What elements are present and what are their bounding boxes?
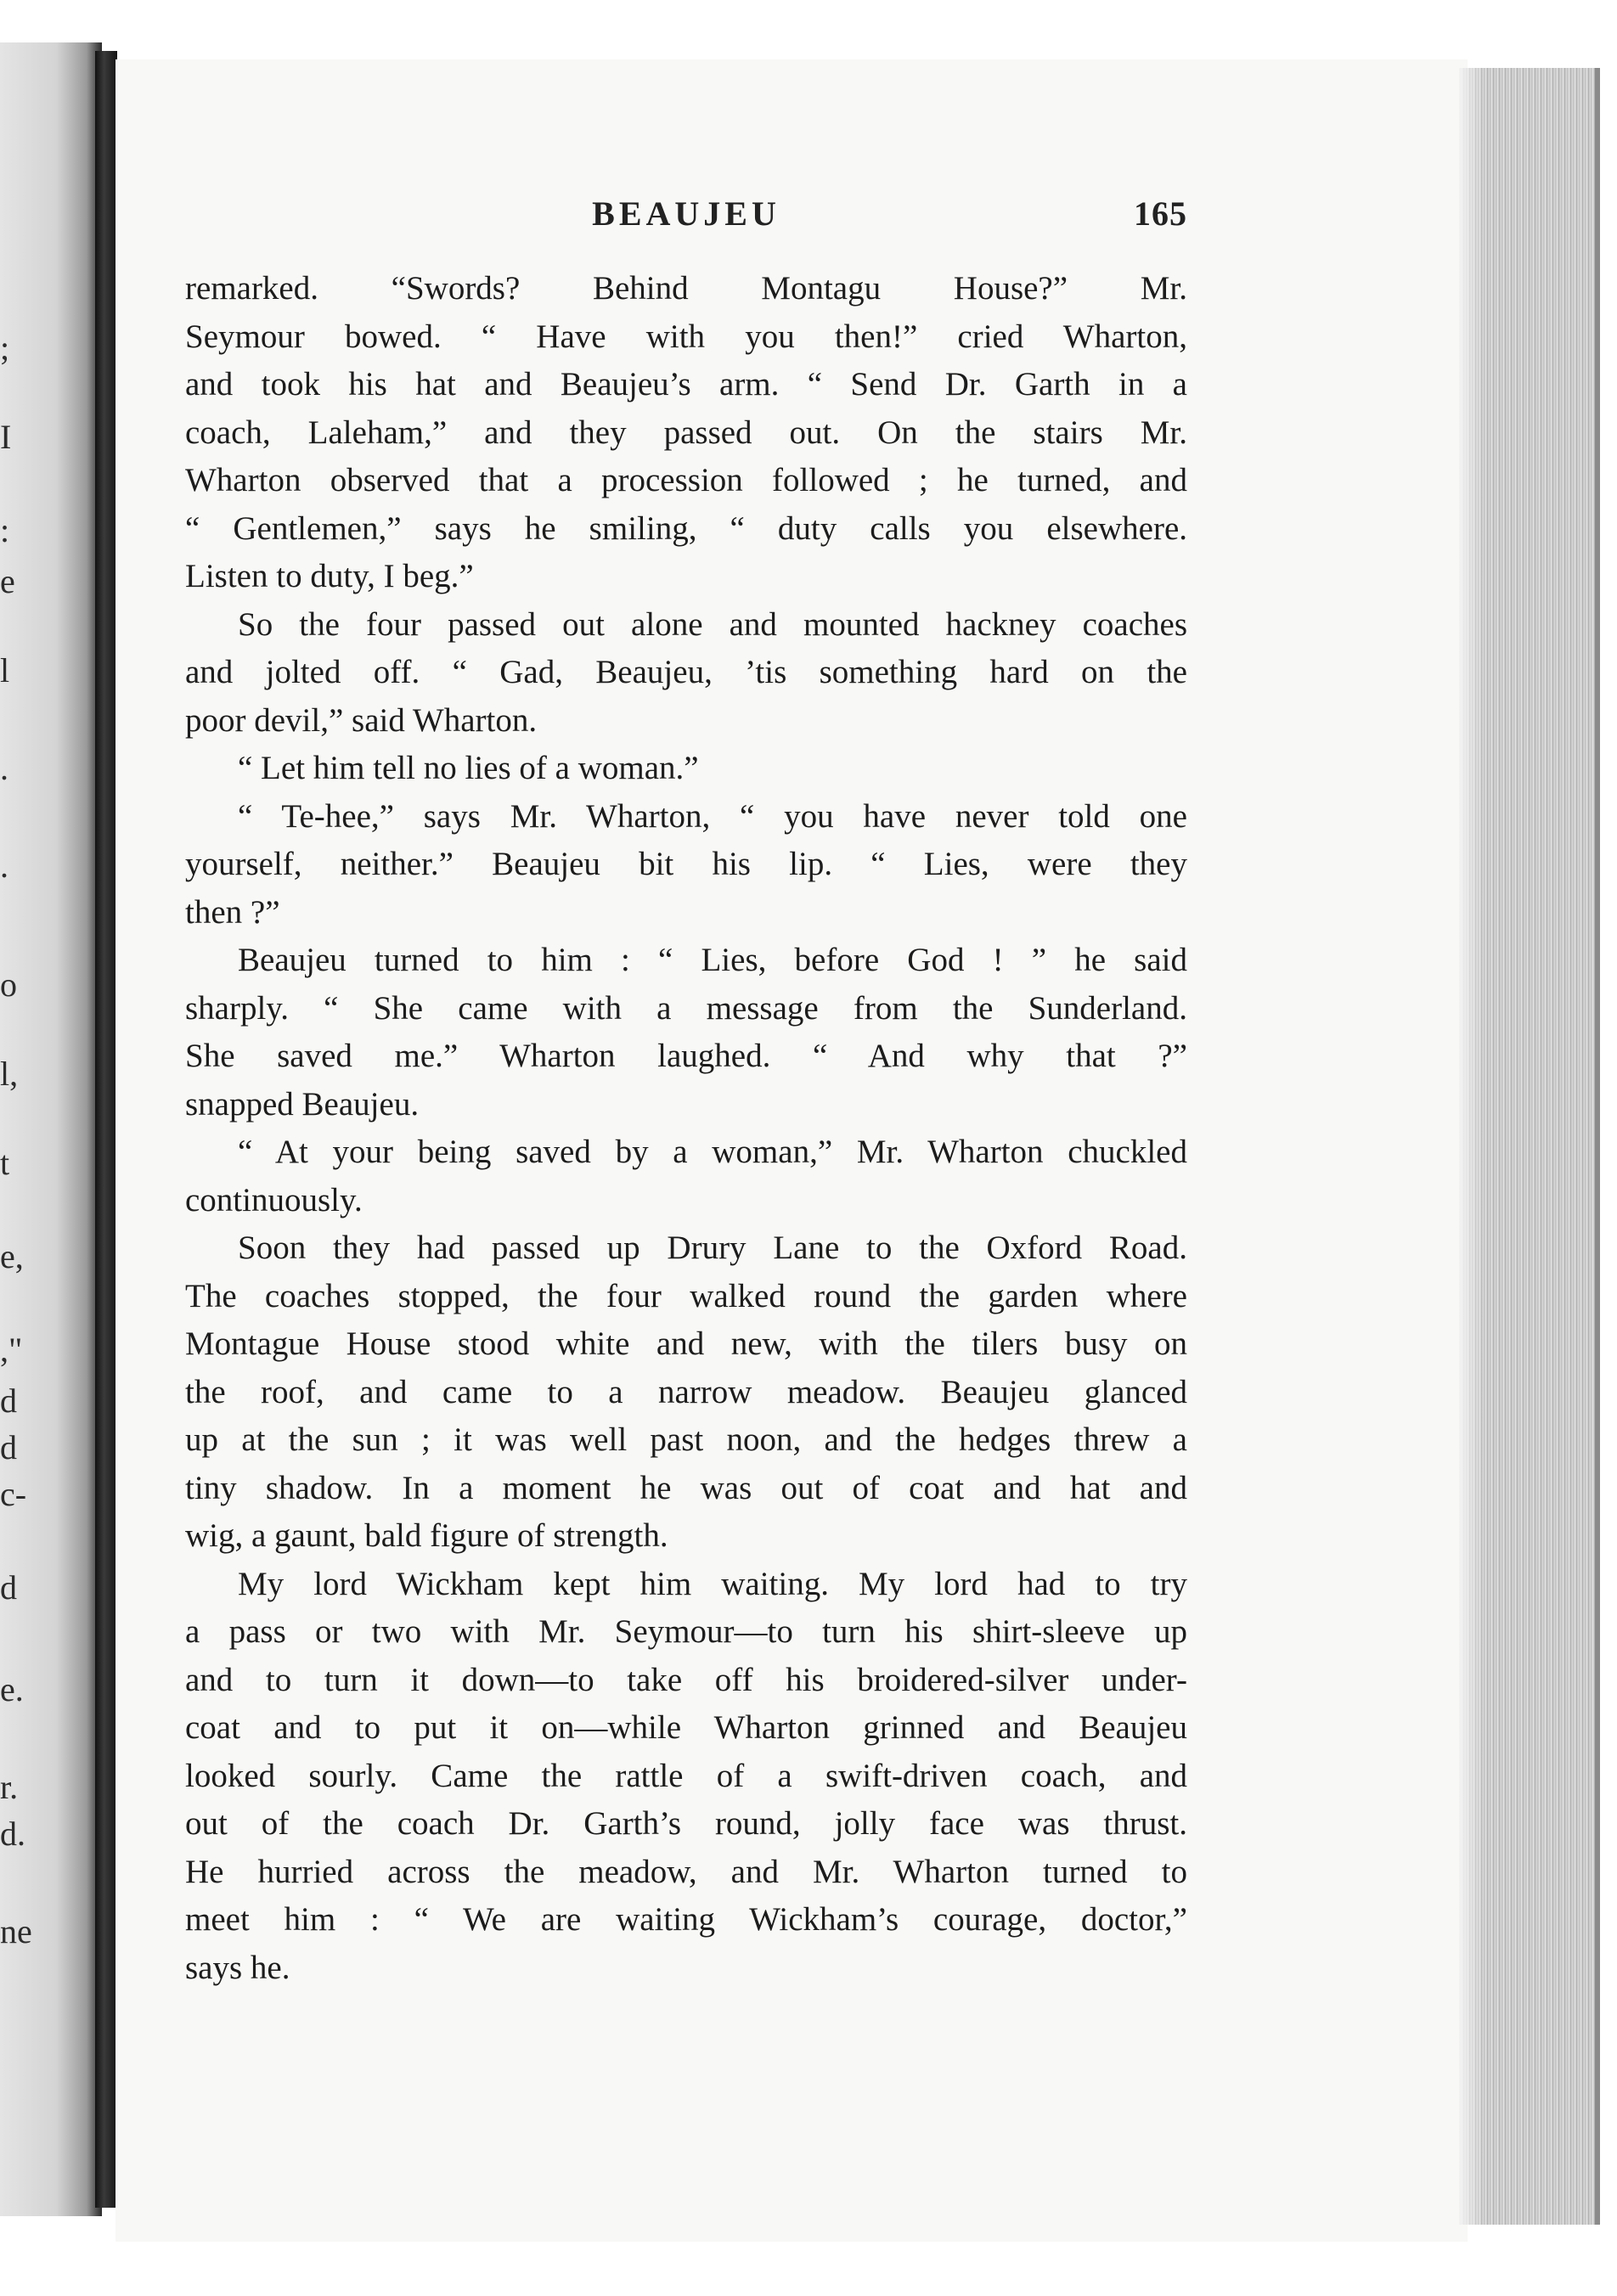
text-line: Montague House stood white and new, with the tilers busy on <box>185 1325 1187 1362</box>
text-line: “ Te-hee,” says Mr. Wharton, “ you have never told one <box>238 797 1187 835</box>
text-line: and took his hat and Beaujeu’s arm. “ Send Dr. Garth in a <box>185 366 1187 402</box>
page-number: 165 <box>1134 194 1187 233</box>
facing-page-fragment: d <box>0 1382 17 1420</box>
text-line: says he. <box>185 1949 290 1986</box>
text-line: “ At your being saved by a woman,” Mr. Wharton chuckled <box>238 1134 1187 1170</box>
facing-page-fragment: ; <box>0 329 10 367</box>
facing-page-fragment: ," <box>0 1331 23 1369</box>
facing-page-fragment: I <box>0 418 12 456</box>
text-line: and jolted off. “ Gad, Beaujeu, ’tis something hard on the <box>185 654 1187 690</box>
text-line: Soon they had passed up Drury Lane to the Oxford Road. <box>238 1230 1187 1266</box>
facing-page-fragment: . <box>0 847 8 885</box>
text-line: a pass or two with Mr. Seymour—to turn his shirt-sleeve up <box>185 1613 1187 1650</box>
running-head: BEAUJEU <box>592 194 780 233</box>
facing-page-fragment: l, <box>0 1055 19 1093</box>
text-line: poor devil,” said Wharton. <box>185 701 538 739</box>
facing-page-fragment: c- <box>0 1475 27 1513</box>
facing-page-fragment: r. <box>0 1768 19 1806</box>
text-line: Wharton observed that a procession followed ; he turned, and <box>185 462 1187 498</box>
text-line: My lord Wickham kept him waiting. My lord had to try <box>238 1565 1187 1602</box>
text-line: out of the coach Dr. Garth’s round, jolly face was thrust. <box>185 1805 1187 1842</box>
page-header <box>185 194 1187 245</box>
facing-page-fragment: d. <box>0 1815 25 1853</box>
facing-page-fragment: e. <box>0 1670 24 1708</box>
text-line: remarked. “Swords? Behind Montagu House?” Mr. <box>185 270 1187 307</box>
text-line: He hurried across the meadow, and Mr. Wharton turned to <box>185 1853 1187 1890</box>
text-line: wig, a gaunt, bald figure of strength. <box>185 1517 668 1554</box>
text-line: then ?” <box>185 893 280 931</box>
text-line: and to turn it down—to take off his broidered-silver under- <box>185 1661 1187 1698</box>
text-line: “ Let him tell no lies of a woman.” <box>238 750 699 786</box>
text-line: coach, Laleham,” and they passed out. On the stairs Mr. <box>185 414 1187 451</box>
text-line: meet him : “ We are waiting Wickham’s courage, doctor,” <box>185 1901 1187 1938</box>
facing-page-fragment: o <box>0 965 17 1004</box>
facing-page-fragment: l <box>0 651 10 689</box>
text-line: tiny shadow. In a moment he was out of coat and hat and <box>185 1469 1187 1506</box>
body-text <box>185 265 1187 1992</box>
text-line: coat and to put it on—while Wharton grinned and Beaujeu <box>185 1709 1187 1746</box>
facing-page-edge <box>0 42 102 2216</box>
text-line: So the four passed out alone and mounted hackney coaches <box>238 605 1187 643</box>
text-line: She saved me.” Wharton laughed. “ And why that ?” <box>185 1038 1187 1074</box>
facing-page-fragment: d <box>0 1428 17 1466</box>
text-line: yourself, neither.” Beaujeu bit his lip. “ Lies, were they <box>185 846 1187 882</box>
text-line: Beaujeu turned to him : “ Lies, before God ! ” he said <box>238 942 1187 978</box>
text-line: snapped Beaujeu. <box>185 1085 420 1123</box>
text-line: Seymour bowed. “ Have with you then!” cried Wharton, <box>185 318 1187 355</box>
page-edges-shade <box>1459 68 1485 2225</box>
text-line: the roof, and came to a narrow meadow. Beaujeu glanced <box>185 1373 1187 1410</box>
text-line: continuously. <box>185 1181 363 1218</box>
text-line: looked sourly. Came the rattle of a swift-driven coach, and <box>185 1757 1187 1794</box>
facing-page-fragment: . <box>0 749 8 787</box>
text-line: up at the sun ; it was well past noon, and the hedges threw a <box>185 1421 1187 1458</box>
text-line: Listen to duty, I beg.” <box>185 558 474 594</box>
text-line: “ Gentlemen,” says he smiling, “ duty calls you elsewhere. <box>185 509 1187 547</box>
text-line: sharply. “ She came with a message from the Sunderland. <box>185 989 1187 1027</box>
facing-page-fragment: t <box>0 1144 10 1182</box>
facing-page-fragment: e, <box>0 1237 24 1275</box>
facing-page-fragment: e <box>0 562 15 600</box>
text-line: The coaches stopped, the four walked round the garden where <box>185 1277 1187 1314</box>
book-spine-gutter <box>95 51 117 2208</box>
facing-page-fragment: : <box>0 511 10 549</box>
facing-page-fragment: ne <box>0 1912 32 1950</box>
facing-page-fragment: d <box>0 1568 17 1607</box>
